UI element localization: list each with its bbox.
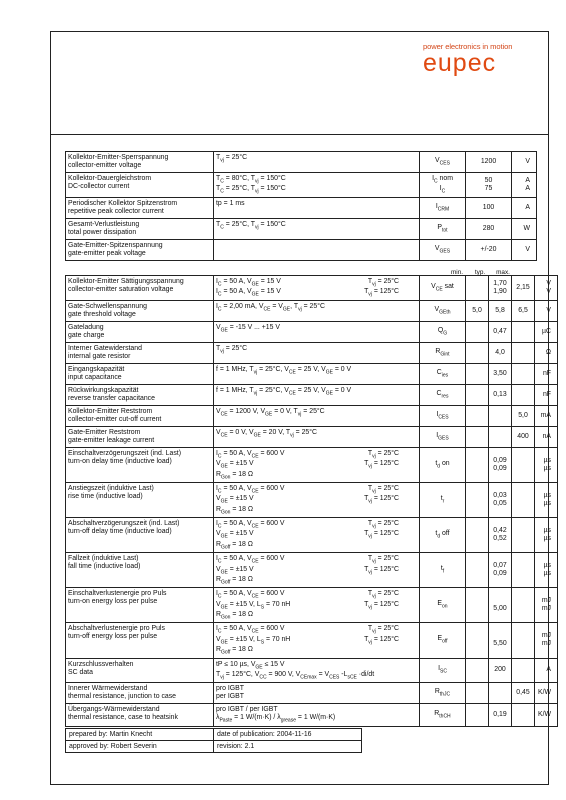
unit: V <box>535 300 558 321</box>
min-value: 5,0 <box>466 300 489 321</box>
max_ratings-name: Gesamt-Verlustleistung total power dissipation <box>66 218 214 239</box>
symbol: $C_{ies}$ <box>420 363 466 384</box>
unit: nF <box>535 363 558 384</box>
max_ratings-name: Kollektor-Emitter-Sperrspannung collector-emitter voltage <box>66 152 214 173</box>
unit: K/W <box>535 683 558 704</box>
rating-value: 50 75 <box>466 173 512 198</box>
typ-value: 0,42 0,52 <box>489 518 512 553</box>
min-value <box>466 426 489 447</box>
characteristics-name: Gate-Emitter Reststrom gate-emitter leakage current <box>66 426 214 447</box>
max-value <box>512 518 535 553</box>
unit: µs µs <box>535 553 558 588</box>
characteristic-row <box>66 553 558 588</box>
characteristics-name: Gate-Schwellenspannung gate threshold voltage <box>66 300 214 321</box>
symbol: $R_{thCH}$ <box>420 704 466 726</box>
characteristic-row <box>66 588 558 623</box>
min-value <box>466 342 489 363</box>
symbol: $V_{CE}$ sat <box>420 276 466 301</box>
typ-value: 0,19 <box>489 704 512 726</box>
symbol: $t_r$ <box>420 482 466 517</box>
symbol: $I_{SC}$ <box>420 658 466 683</box>
max-value <box>512 321 535 342</box>
rating-row <box>66 197 537 218</box>
characteristics-name: Einschaltverlustenergie pro Puls turn-on energy loss per pulse <box>66 588 214 623</box>
max-ratings-table <box>65 151 537 261</box>
symbol: $C_{res}$ <box>420 384 466 405</box>
typ-value: 5,00 <box>489 588 512 623</box>
symbol: $I_{CRM}$ <box>420 197 466 218</box>
condition: $I_C = 50$ A, $V_{CE} = 600$ V $T_{vj} = 25^\circ C$ $V_{GE} = \pm 15$ V $T_{vj} = 125^\circ C$ $R_{Gon} = 18$ Ω <box>214 482 420 517</box>
condition: $I_C = 50$ A, $V_{CE} = 600$ V $T_{vj} = 25^\circ C$ $V_{GE} = \pm 15$ V $T_{vj} = 125^\circ C$ $R_{Goff} = 18$ Ω <box>214 553 420 588</box>
characteristics-name: Kollektor-Emitter Sättigungsspannung collector-emitter saturation voltage <box>66 276 214 301</box>
symbol: $E_{off}$ <box>420 623 466 658</box>
typ-value: 4,0 <box>489 342 512 363</box>
unit: A <box>535 658 558 683</box>
rating-unit: A <box>512 197 537 218</box>
footer-table <box>65 728 362 753</box>
min-value <box>466 588 489 623</box>
prepared-by: prepared by: Martin Knecht <box>66 729 214 741</box>
min-value <box>466 683 489 704</box>
typ-value: 0,09 0,09 <box>489 447 512 482</box>
condition: $I_C = 50$ A, $V_{CE} = 600$ V $T_{vj} = 25^\circ C$ $V_{GE} = \pm 15$ V $T_{vj} = 125^\circ C$ $R_{Goff} = 18$ Ω <box>214 518 420 553</box>
max-value <box>512 384 535 405</box>
characteristics-table <box>65 275 558 727</box>
typ-value <box>489 405 512 426</box>
condition: $T_{vj} = 25^\circ C$ <box>214 152 420 173</box>
symbol: $t_d$ on <box>420 447 466 482</box>
unit: µs µs <box>535 518 558 553</box>
typ-value: 0,03 0,05 <box>489 482 512 517</box>
characteristic-row <box>66 363 558 384</box>
min-header: min. <box>450 269 464 276</box>
characteristics-name: Rückwirkungskapazität reverse transfer capacitance <box>66 384 214 405</box>
unit: mJ mJ <box>535 623 558 658</box>
unit: nA <box>535 426 558 447</box>
characteristics-name: Gateladung gate charge <box>66 321 214 342</box>
min-value <box>466 405 489 426</box>
max-value <box>512 553 535 588</box>
unit: µC <box>535 321 558 342</box>
characteristic-row <box>66 276 558 301</box>
characteristic-row <box>66 300 558 321</box>
max-value <box>512 482 535 517</box>
rating-value: +/-20 <box>466 239 512 260</box>
unit: mJ mJ <box>535 588 558 623</box>
rating-unit: W <box>512 218 537 239</box>
characteristics-name: Anstiegszeit (induktive Last) rise time (inductive load) <box>66 482 214 517</box>
min-value <box>466 553 489 588</box>
characteristic-row <box>66 405 558 426</box>
min-value <box>466 363 489 384</box>
unit: Ω <box>535 342 558 363</box>
typ-value: 0,07 0,09 <box>489 553 512 588</box>
min-value <box>466 321 489 342</box>
characteristics-name: Innerer Wärmewiderstand thermal resistance, junction to case <box>66 683 214 704</box>
characteristic-row <box>66 482 558 517</box>
typ-value: 5,50 <box>489 623 512 658</box>
min-value <box>466 658 489 683</box>
characteristic-row <box>66 342 558 363</box>
rating-value: 280 <box>466 218 512 239</box>
max-value <box>512 704 535 726</box>
condition: pro IGBT per IGBT <box>214 683 420 704</box>
max-value: 5,0 <box>512 405 535 426</box>
publication-date: date of publication: 2004-11-16 <box>214 729 362 741</box>
characteristics-name: Übergangs-Wärmewiderstand thermal resistance, case to heatsink <box>66 704 214 726</box>
max-value <box>512 658 535 683</box>
typ-value: 0,13 <box>489 384 512 405</box>
unit: µs µs <box>535 447 558 482</box>
condition: $I_C = 50$ A, $V_{GE} = 15$ V $T_{vj} = 25^\circ C$ $I_C = 50$ A, $V_{GE} = 15$ V $T_{vj} = 125^\circ C$ <box>214 276 420 301</box>
max-value: 2,15 <box>512 276 535 301</box>
characteristic-row <box>66 658 558 683</box>
max-header: max. <box>496 269 510 276</box>
characteristic-row <box>66 518 558 553</box>
symbol: $t_f$ <box>420 553 466 588</box>
typ-value: 5,8 <box>489 300 512 321</box>
characteristic-row <box>66 683 558 704</box>
typ-value: 200 <box>489 658 512 683</box>
max-value: 6,5 <box>512 300 535 321</box>
characteristic-row <box>66 704 558 726</box>
characteristics-name: Eingangskapazität input capacitance <box>66 363 214 384</box>
max-value <box>512 623 535 658</box>
max-value: 400 <box>512 426 535 447</box>
condition: $I_C = 50$ A, $V_{CE} = 600$ V $T_{vj} = 25^\circ C$ $V_{GE} = \pm 15$ V, $L_S = 70$ nH $T_{vj} = 125^\circ C$ $R_{Goff} = 18$ Ω <box>214 623 420 658</box>
symbol: $E_{on}$ <box>420 588 466 623</box>
unit: V V <box>535 276 558 301</box>
condition: $I_C = 50$ A, $V_{CE} = 600$ V $T_{vj} = 25^\circ C$ $V_{GE} = \pm 15$ V, $L_S = 70$ nH $T_{vj} = 125^\circ C$ $R_{Gon} = 18$ Ω <box>214 588 420 623</box>
rating-row <box>66 173 537 198</box>
symbol: $V_{CES}$ <box>420 152 466 173</box>
symbol: $I_C$ nom $I_C$ <box>420 173 466 198</box>
typ-value <box>489 683 512 704</box>
unit: nF <box>535 384 558 405</box>
min-value <box>466 384 489 405</box>
min-value <box>466 704 489 726</box>
max_ratings-name: Kollektor-Dauergleichstrom DC-collector current <box>66 173 214 198</box>
rating-unit: V <box>512 152 537 173</box>
condition: $V_{CE} = 1200$ V, $V_{GE} = 0$ V, $T_{vj} = 25^\circ C$ <box>214 405 420 426</box>
characteristics-name: Einschaltverzögerungszeit (ind. Last) turn-on delay time (inductive load) <box>66 447 214 482</box>
unit: K/W <box>535 704 558 726</box>
characteristic-row <box>66 384 558 405</box>
revision: revision: 2.1 <box>214 741 362 753</box>
min-value <box>466 623 489 658</box>
rating-unit: V <box>512 239 537 260</box>
brand-name: eupec <box>423 49 497 77</box>
condition: $I_C = 50$ A, $V_{CE} = 600$ V $T_{vj} = 25^\circ C$ $V_{GE} = \pm 15$ V $T_{vj} = 125^\circ C$ $R_{Gon} = 18$ Ω <box>214 447 420 482</box>
characteristics-name: Interner Gatewiderstand internal gate resistor <box>66 342 214 363</box>
max_ratings-name: Periodischer Kollektor Spitzenstrom repetitive peak collector current <box>66 197 214 218</box>
typ-value: 3,50 <box>489 363 512 384</box>
typ-value: 0,47 <box>489 321 512 342</box>
condition: $V_{CE} = 0$ V, $V_{GE} = 20$ V, $T_{vj} = 25^\circ C$ <box>214 426 420 447</box>
condition: tp = 1 ms <box>214 197 420 218</box>
characteristics-name: Fallzeit (induktive Last) fall time (inductive load) <box>66 553 214 588</box>
condition: f = 1 MHz, $T_{vj} = 25^\circ C$, $V_{CE} = 25$ V, $V_{GE} = 0$ V <box>214 384 420 405</box>
rating-row <box>66 152 537 173</box>
approved-by: approved by: Robert Severin <box>66 741 214 753</box>
rating-row <box>66 218 537 239</box>
max_ratings-name: Gate-Emitter-Spitzenspannung gate-emitter peak voltage <box>66 239 214 260</box>
rating-value: 100 <box>466 197 512 218</box>
symbol: $P_{tot}$ <box>420 218 466 239</box>
symbol: $t_d$ off <box>420 518 466 553</box>
symbol: $I_{CES}$ <box>420 405 466 426</box>
brand-tagline: power electronics in motion <box>423 42 513 51</box>
min-value <box>466 447 489 482</box>
unit: µs µs <box>535 482 558 517</box>
header-divider <box>50 134 549 135</box>
typ-header: typ. <box>474 269 486 276</box>
max-value <box>512 363 535 384</box>
condition: f = 1 MHz, $T_{vj} = 25^\circ C$, $V_{CE} = 25$ V, $V_{GE} = 0$ V <box>214 363 420 384</box>
eupec-logo <box>423 42 533 82</box>
rating-row <box>66 239 537 260</box>
max-value: 0,45 <box>512 683 535 704</box>
characteristics-name: Kurzschlussverhalten SC data <box>66 658 214 683</box>
symbol: $Q_G$ <box>420 321 466 342</box>
max-value <box>512 588 535 623</box>
characteristic-row <box>66 623 558 658</box>
characteristic-row <box>66 321 558 342</box>
condition: $T_C = 25^\circ C$, $T_{vj} = 150^\circ C$ <box>214 218 420 239</box>
min-value <box>466 482 489 517</box>
min-value <box>466 518 489 553</box>
condition: $I_C = 2,00$ mA, $V_{CE} = V_{GE}$, $T_{vj} = 25^\circ C$ <box>214 300 420 321</box>
unit: mA <box>535 405 558 426</box>
condition: $V_{GE} = -15$ V ... +15 V <box>214 321 420 342</box>
symbol: $R_{Gint}$ <box>420 342 466 363</box>
characteristics-name: Abschaltverlustenergie pro Puls turn-off energy loss per pulse <box>66 623 214 658</box>
condition: $T_C = 80^\circ C$, $T_{vj} = 150^\circ C$ $T_C = 25^\circ C$, $T_{vj} = 150^\circ C$ <box>214 173 420 198</box>
characteristic-row <box>66 426 558 447</box>
max-value <box>512 342 535 363</box>
symbol: $V_{GEth}$ <box>420 300 466 321</box>
symbol: $V_{GES}$ <box>420 239 466 260</box>
symbol: $I_{GES}$ <box>420 426 466 447</box>
typ-value <box>489 426 512 447</box>
min-value <box>466 276 489 301</box>
condition: tP ≤ 10 µs, $V_{GE} \le 15$ V $T_{vj} = 125^\circ C$, $V_{CC} = 900$ V, $V_{CEmax} = V_{CES}$ $-L_{sCE} \cdot di/dt$ <box>214 658 420 683</box>
rating-value: 1200 <box>466 152 512 173</box>
condition: $T_{vj} = 25^\circ C$ <box>214 342 420 363</box>
characteristics-name: Abschaltverzögerungszeit (ind. Last) turn-off delay time (inductive load) <box>66 518 214 553</box>
symbol: $R_{thJC}$ <box>420 683 466 704</box>
max-value <box>512 447 535 482</box>
condition: pro IGBT / per IGBT $\lambda_{Paste} = 1$ $W/(m\cdot K) / \lambda_{grease} = 1$ W/(m·K) <box>214 704 420 726</box>
condition <box>214 239 420 260</box>
rating-unit: A A <box>512 173 537 198</box>
typ-value: 1,70 1,90 <box>489 276 512 301</box>
characteristics-name: Kollektor-Emitter Reststrom collector-emitter cut-off current <box>66 405 214 426</box>
characteristic-row <box>66 447 558 482</box>
